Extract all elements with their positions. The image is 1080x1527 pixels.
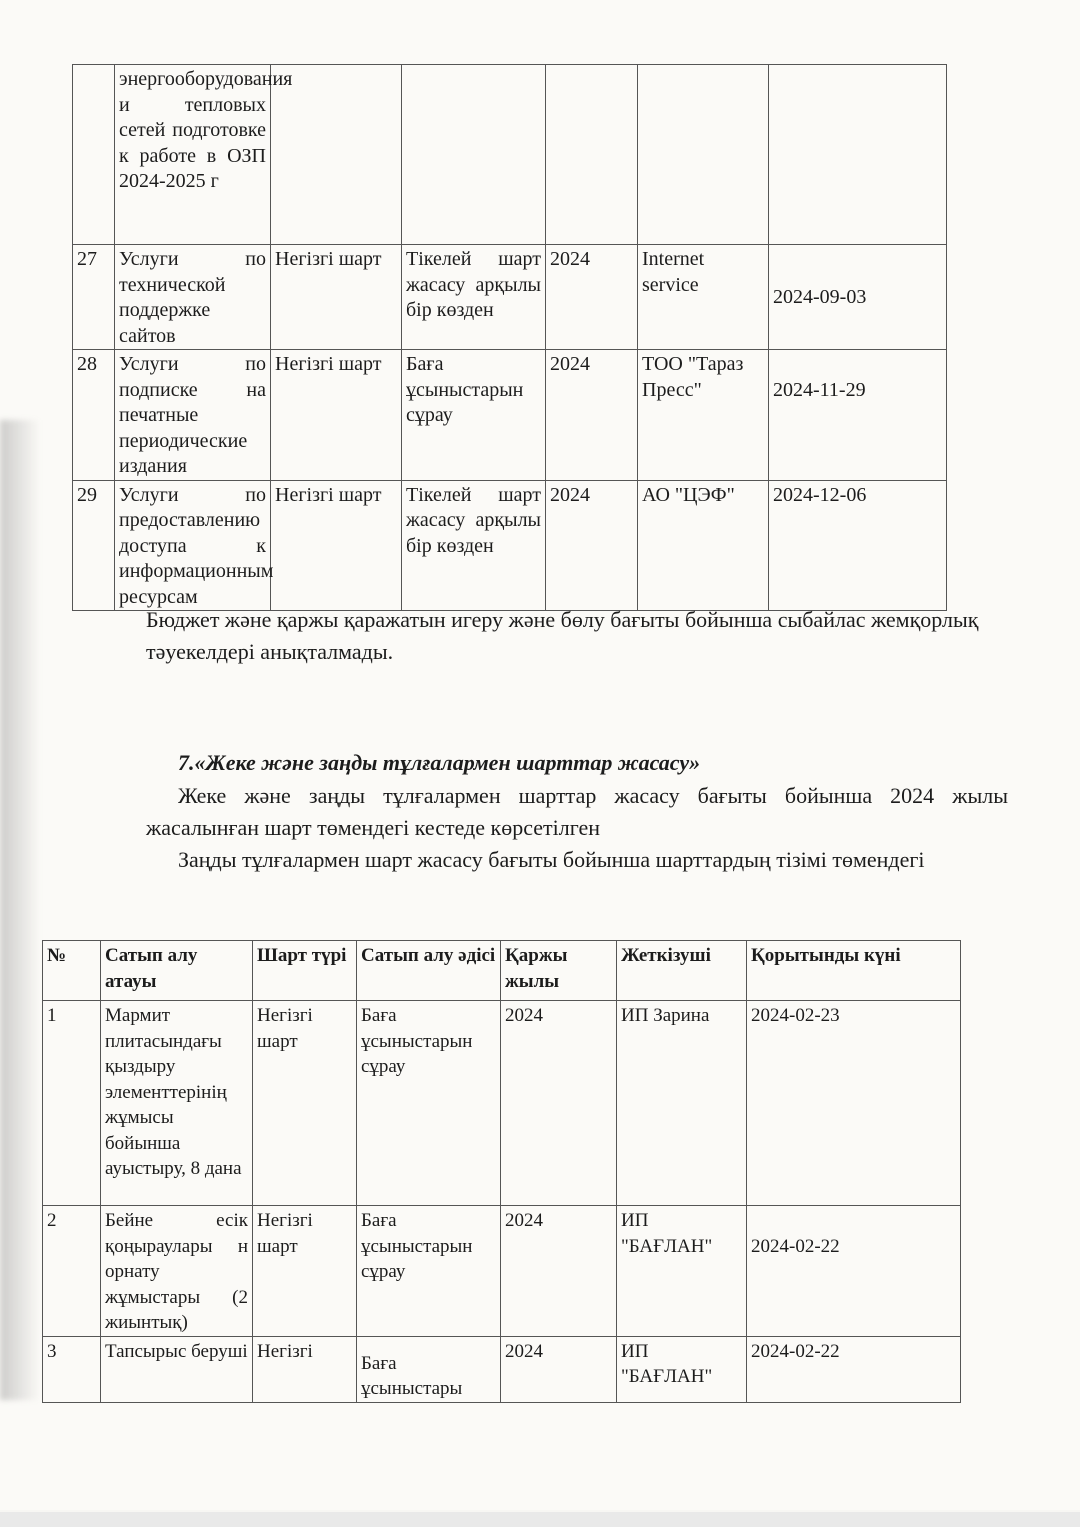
financial-year: 2024	[546, 350, 638, 481]
purchase-name: Услуги по подписке на печатные периодические издания	[115, 350, 271, 481]
purchase-name: Услуги по предоставлению доступа к информационным ресурсам	[115, 480, 271, 611]
financial-year: 2024	[546, 245, 638, 350]
row-number: 27	[73, 245, 115, 350]
financial-year: 2024	[546, 480, 638, 611]
purchase-method: Баға ұсыныстарын сұрау	[402, 350, 546, 481]
header-num: №	[43, 941, 101, 1001]
header-name: Сатып алу атауы	[101, 941, 253, 1001]
purchase-name: энергооборудования и тепловых сетей подготовке к работе в ОЗП 2024-2025 г	[115, 65, 271, 245]
table-header-row	[43, 941, 961, 1001]
purchase-method: Баға ұсыныстары	[357, 1336, 501, 1402]
purchase-method	[402, 65, 546, 245]
contract-type: Негізгі шарт	[253, 1001, 357, 1206]
row-number: 2	[43, 1206, 101, 1337]
contract-type: Негізгі шарт	[253, 1206, 357, 1337]
purchase-method: Тікелей шарт жасасу арқылы бір көзден	[402, 245, 546, 350]
purchase-name: Мармит плитасындағы қыздыру элементтерінің жұмысы бойынша ауыстыру, 8 дана	[101, 1001, 253, 1206]
conclusion-date: 2024-11-29	[769, 350, 947, 481]
row-number: 3	[43, 1336, 101, 1402]
financial-year: 2024	[501, 1206, 617, 1337]
conclusion-date: 2024-12-06	[769, 480, 947, 611]
conclusion-date: 2024-02-23	[747, 1001, 961, 1206]
contract-type: Негізгі шарт	[271, 350, 402, 481]
purchase-method: Тікелей шарт жасасу арқылы бір көзден	[402, 480, 546, 611]
scan-shadow	[0, 420, 40, 1400]
row-number: 28	[73, 350, 115, 481]
budget-note: Бюджет және қаржы қаражатын игеру және бөлу бағыты бойынша сыбайлас жемқорлық тәуекелдері анықталмады.	[146, 607, 979, 664]
supplier: ТОО "Тараз Пресс"	[638, 350, 769, 481]
financial-year	[546, 65, 638, 245]
contract-type: Негізгі шарт	[271, 245, 402, 350]
header-year: Қаржы жылы	[501, 941, 617, 1001]
table-row	[73, 480, 947, 611]
section-heading: 7.«Жеке және заңды тұлғалармен шарттар жасасу»	[178, 750, 701, 775]
financial-year: 2024	[501, 1001, 617, 1206]
table-row	[73, 65, 947, 245]
contracts-table	[42, 940, 961, 1403]
header-type: Шарт түрі	[253, 941, 357, 1001]
contract-type: Негізгі	[253, 1336, 357, 1402]
conclusion-date: 2024-02-22	[747, 1336, 961, 1402]
table-row	[43, 1206, 961, 1337]
contract-type: Негізгі шарт	[271, 480, 402, 611]
table-row	[73, 350, 947, 481]
purchase-method: Баға ұсыныстарын сұрау	[357, 1001, 501, 1206]
conclusion-date	[769, 65, 947, 245]
financial-year: 2024	[501, 1336, 617, 1402]
section-intro: Жеке және заңды тұлғалармен шарттар жасасу бағыты бойынша 2024 жылы жасалынған шарт төмендегі кестеде көрсетілген	[146, 783, 1008, 840]
purchase-name: Услуги по технической поддержке сайтов	[115, 245, 271, 350]
purchase-method: Баға ұсыныстарын сұрау	[357, 1206, 501, 1337]
supplier: ИП Зарина	[617, 1001, 747, 1206]
table-row	[73, 245, 947, 350]
supplier: Internet service	[638, 245, 769, 350]
header-supplier: Жеткізуші	[617, 941, 747, 1001]
purchase-name: Тапсырыс беруші	[101, 1336, 253, 1402]
conclusion-date: 2024-02-22	[747, 1206, 961, 1337]
supplier: ИП "БАҒЛАН"	[617, 1336, 747, 1402]
header-method: Сатып алу әдісі	[357, 941, 501, 1001]
purchase-name: Бейне есік қоңыраулары н орнату жұмыстары (2 жиынтық)	[101, 1206, 253, 1337]
table-row	[43, 1336, 961, 1402]
contract-type	[271, 65, 402, 245]
row-number	[73, 65, 115, 245]
supplier	[638, 65, 769, 245]
bottom-strip	[0, 1512, 1080, 1527]
procurement-table-continued	[72, 64, 947, 611]
row-number: 1	[43, 1001, 101, 1206]
list-intro: Заңды тұлғалармен шарт жасасу бағыты бойынша шарттардың тізімі төмендегі	[178, 847, 925, 872]
table-row	[43, 1001, 961, 1206]
supplier: АО "ЦЭФ"	[638, 480, 769, 611]
supplier: ИП "БАҒЛАН"	[617, 1206, 747, 1337]
row-number: 29	[73, 480, 115, 611]
conclusion-date: 2024-09-03	[769, 245, 947, 350]
header-date: Қорытынды күні	[747, 941, 961, 1001]
